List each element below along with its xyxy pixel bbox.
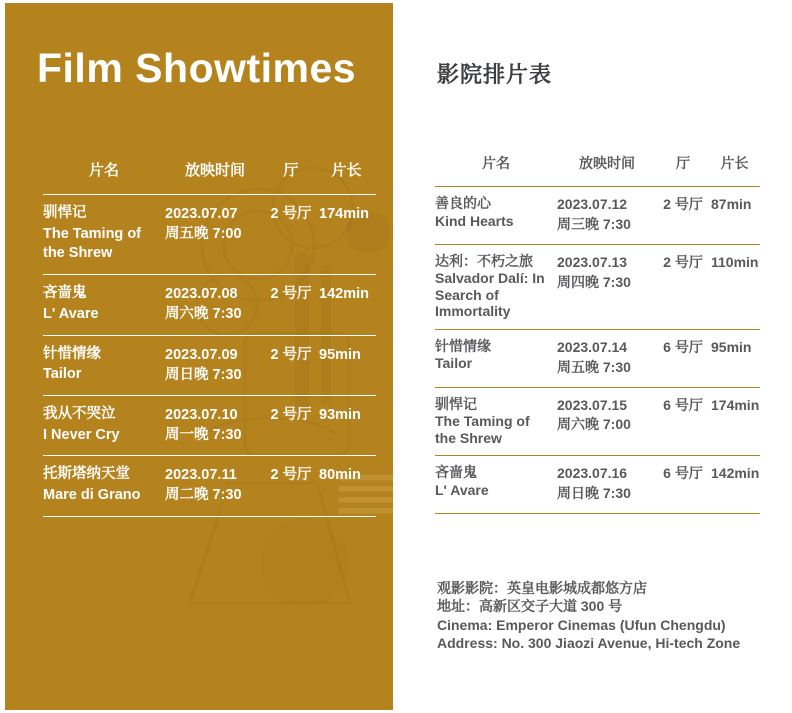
right-panel-title: 影院排片表 xyxy=(437,62,553,87)
duration-cell: 93min xyxy=(319,407,361,424)
show-time: 周三晚 7:30 xyxy=(557,215,631,232)
film-name-cell xyxy=(435,195,557,235)
showtime-cell xyxy=(165,345,265,385)
show-date: 2023.07.13 xyxy=(557,253,628,270)
show-date: 2023.07.16 xyxy=(557,465,628,482)
column-header-film-name: 片名 xyxy=(88,162,119,179)
table-row xyxy=(43,336,376,396)
duration-cell: 87min xyxy=(711,196,752,212)
hall-cell: 2 号厅 xyxy=(270,346,312,363)
duration-cell: 95min xyxy=(711,338,752,355)
column-header-film-name: 片名 xyxy=(482,155,510,171)
film-name-en: L' Avare xyxy=(43,305,99,322)
film-name-en: Tailor xyxy=(43,366,82,383)
show-time: 周日晚 7:30 xyxy=(557,484,631,501)
column-header-hall: 厅 xyxy=(283,162,299,179)
right-table-body xyxy=(435,187,760,514)
table-row xyxy=(43,275,376,335)
showtime-cell xyxy=(557,464,657,504)
show-time: 周五晚 7:00 xyxy=(165,226,242,242)
show-date: 2023.07.11 xyxy=(165,467,237,484)
film-name-en: The Taming of the Shrew xyxy=(435,413,530,446)
showtime-cell xyxy=(557,338,657,378)
show-time: 周一晚 7:30 xyxy=(165,427,242,444)
duration-cell: 80min xyxy=(319,467,361,484)
table-row xyxy=(435,187,760,245)
film-name-en: I Never Cry xyxy=(43,426,120,443)
show-date: 2023.07.14 xyxy=(557,338,628,355)
show-date: 2023.07.10 xyxy=(165,407,238,424)
film-name-cell xyxy=(435,253,557,320)
column-header-hall: 厅 xyxy=(676,155,690,171)
film-name-cn: 针惜情缘 xyxy=(435,337,491,354)
showtime-cell xyxy=(165,465,265,505)
film-name-en: L' Avare xyxy=(435,481,489,498)
show-date: 2023.07.12 xyxy=(557,196,628,212)
hall-cell: 2 号厅 xyxy=(270,286,312,303)
footer-line: 观影影院：英皇电影城成都悠方店 xyxy=(437,580,647,596)
showtime-cell xyxy=(165,284,265,324)
duration-cell: 110min xyxy=(711,253,759,270)
film-name-cell xyxy=(435,338,557,378)
column-header-duration: 片长 xyxy=(331,162,362,179)
film-name-cell xyxy=(43,465,165,505)
left-table-header-row xyxy=(43,153,376,195)
film-name-cell xyxy=(435,396,557,447)
left-panel xyxy=(5,3,393,710)
footer-line: Address: No. 300 Jiaozi Avenue, Hi-tech Zone xyxy=(437,635,741,652)
showtime-cell xyxy=(557,396,657,447)
film-name-cn: 善良的心 xyxy=(435,195,491,211)
left-table-body xyxy=(43,195,376,517)
hall-cell: 2 号厅 xyxy=(663,196,703,212)
duration-cell: 142min xyxy=(711,465,760,482)
table-row xyxy=(435,330,760,388)
show-time: 周四晚 7:30 xyxy=(557,273,631,290)
show-time: 周二晚 7:30 xyxy=(165,487,242,504)
film-name-cn: 达利：不朽之旅 xyxy=(435,252,533,269)
film-name-cn: 驯悍记 xyxy=(435,395,477,412)
hall-cell: 2 号厅 xyxy=(663,253,703,270)
show-time: 周六晚 7:00 xyxy=(557,416,631,433)
film-name-cell xyxy=(43,284,165,324)
film-name-en: Kind Hearts xyxy=(435,212,514,229)
duration-cell: 95min xyxy=(319,346,361,363)
page-title: Film Showtimes xyxy=(37,45,357,91)
film-name-cn: 吝啬鬼 xyxy=(435,464,477,481)
hall-cell: 6 号厅 xyxy=(663,396,703,413)
show-time: 周日晚 7:30 xyxy=(165,366,242,383)
duration-cell: 142min xyxy=(319,286,369,303)
show-date: 2023.07.08 xyxy=(165,286,238,303)
right-table-header-row xyxy=(435,145,760,187)
film-name-cn: 我从不哭泣 xyxy=(43,406,116,423)
table-row xyxy=(435,456,760,514)
table-row xyxy=(43,396,376,456)
table-row xyxy=(43,195,376,275)
showtime-cell xyxy=(165,405,265,445)
film-name-en: Mare di Grano xyxy=(43,487,141,504)
duration-cell: 174min xyxy=(319,206,369,222)
left-showtimes-table xyxy=(43,153,376,517)
hall-cell: 2 号厅 xyxy=(270,407,312,424)
film-name-cn: 托斯塔纳天堂 xyxy=(43,466,130,483)
table-row xyxy=(43,456,376,516)
film-name-cell xyxy=(43,204,165,264)
right-showtimes-table xyxy=(435,145,760,514)
film-name-en: Salvador Dalí: In Search of Immortality xyxy=(435,270,545,320)
show-time: 周六晚 7:30 xyxy=(165,306,242,323)
film-name-cell xyxy=(43,345,165,385)
film-name-en: Tailor xyxy=(435,355,473,372)
show-date: 2023.07.07 xyxy=(165,206,238,222)
film-name-en: The Taming of the Shrew xyxy=(43,225,142,262)
table-row xyxy=(435,245,760,330)
film-name-cell xyxy=(435,464,557,504)
film-name-cell xyxy=(43,405,165,445)
film-name-cn: 吝啬鬼 xyxy=(43,285,87,302)
column-header-showtime: 放映时间 xyxy=(184,162,245,179)
hall-cell: 6 号厅 xyxy=(663,338,703,355)
duration-cell: 174min xyxy=(711,396,760,413)
show-date: 2023.07.09 xyxy=(165,346,238,363)
column-header-duration: 片长 xyxy=(720,155,749,171)
film-name-cn: 驯悍记 xyxy=(43,205,87,221)
hall-cell: 6 号厅 xyxy=(663,465,703,482)
show-date: 2023.07.15 xyxy=(557,396,628,413)
cinema-address-footer xyxy=(437,579,767,653)
showtime-cell xyxy=(557,253,657,320)
show-time: 周五晚 7:30 xyxy=(557,358,631,375)
column-header-showtime: 放映时间 xyxy=(579,155,635,171)
hall-cell: 2 号厅 xyxy=(270,206,312,222)
footer-line: Cinema: Emperor Cinemas (Ufun Chengdu) xyxy=(437,616,726,633)
showtime-cell xyxy=(557,195,657,235)
showtime-cell xyxy=(165,204,265,264)
table-row xyxy=(435,388,760,457)
footer-line: 地址：高新区交子大道 300 号 xyxy=(437,598,623,615)
hall-cell: 2 号厅 xyxy=(270,467,312,484)
film-name-cn: 针惜情缘 xyxy=(43,345,101,362)
